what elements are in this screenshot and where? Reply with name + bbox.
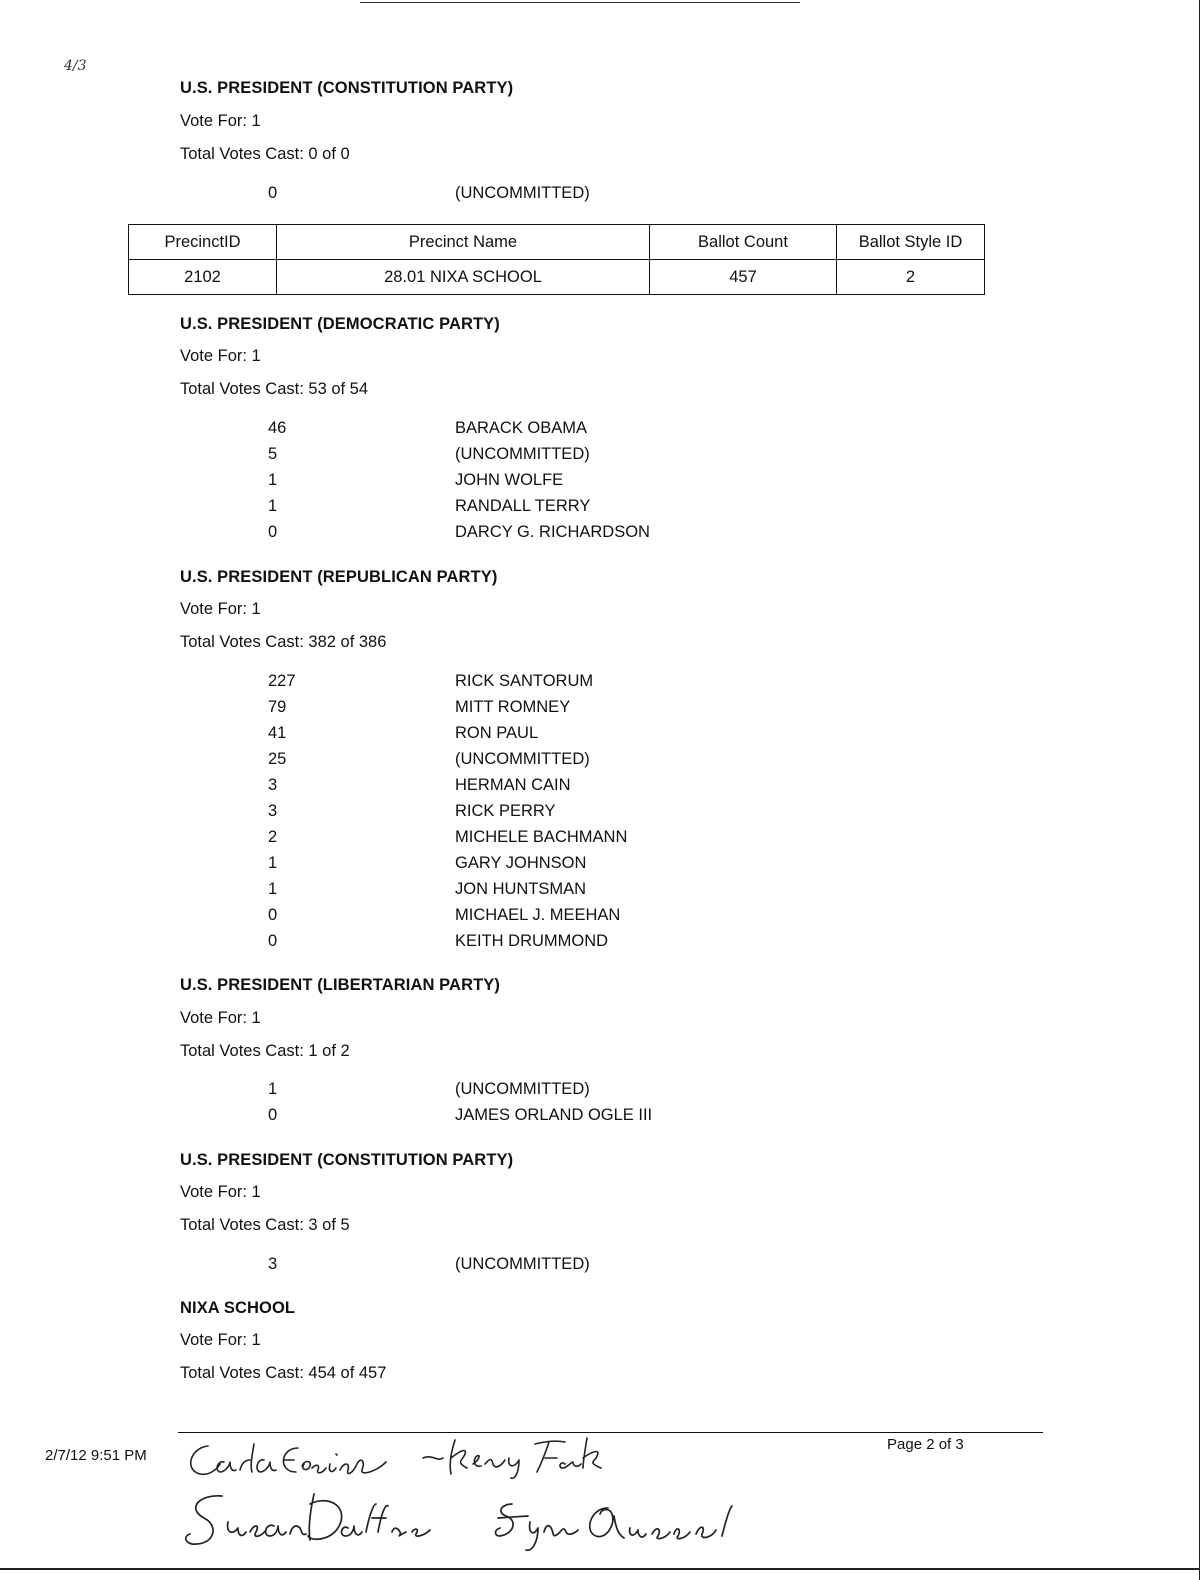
candidate-name: MICHAEL J. MEEHAN bbox=[455, 906, 621, 924]
candidate-name: (UNCOMMITTED) bbox=[455, 445, 590, 463]
candidate-name: (UNCOMMITTED) bbox=[455, 1080, 590, 1098]
candidate-name: RICK SANTORUM bbox=[455, 672, 594, 690]
candidate-name: MITT ROMNEY bbox=[455, 698, 571, 716]
handwritten-margin-mark: 4/3 bbox=[64, 58, 87, 74]
header-precinct-name: Precinct Name bbox=[277, 225, 650, 260]
total-votes: Total Votes Cast: 0 of 0 bbox=[180, 145, 350, 163]
candidate-name: (UNCOMMITTED) bbox=[455, 750, 590, 768]
header-precinct-id: PrecinctID bbox=[129, 225, 277, 260]
candidate-name: DARCY G. RICHARDSON bbox=[455, 523, 650, 541]
candidate-name: BARACK OBAMA bbox=[455, 419, 588, 437]
candidate-votes: 0 bbox=[268, 1106, 278, 1124]
vote-for: Vote For: 1 bbox=[180, 1009, 261, 1027]
candidate-name: MICHELE BACHMANN bbox=[455, 828, 628, 846]
contest-title: U.S. PRESIDENT (DEMOCRATIC PARTY) bbox=[180, 315, 500, 333]
header-ballot-count: Ballot Count bbox=[650, 225, 837, 260]
candidate-name: RICK PERRY bbox=[455, 802, 556, 820]
candidate-votes: 41 bbox=[268, 724, 287, 742]
candidate-votes: 1 bbox=[268, 1080, 278, 1098]
scan-edge-top bbox=[360, 2, 800, 7]
total-votes: Total Votes Cast: 1 of 2 bbox=[180, 1042, 350, 1060]
total-votes: Total Votes Cast: 454 of 457 bbox=[180, 1364, 387, 1382]
vote-for: Vote For: 1 bbox=[180, 347, 261, 365]
vote-for: Vote For: 1 bbox=[180, 600, 261, 618]
contest-title: U.S. PRESIDENT (LIBERTARIAN PARTY) bbox=[180, 976, 500, 994]
contest-title: U.S. PRESIDENT (CONSTITUTION PARTY) bbox=[180, 1151, 514, 1169]
precinct-table bbox=[128, 224, 985, 295]
candidate-name: KEITH DRUMMOND bbox=[455, 932, 609, 950]
candidate-votes: 3 bbox=[268, 802, 278, 820]
candidate-votes: 25 bbox=[268, 750, 287, 768]
candidate-name: JAMES ORLAND OGLE III bbox=[455, 1106, 653, 1124]
candidate-votes: 0 bbox=[268, 906, 278, 924]
candidate-name: JON HUNTSMAN bbox=[455, 880, 587, 898]
ballot-count: 457 bbox=[650, 260, 837, 295]
candidate-votes: 2 bbox=[268, 828, 278, 846]
scan-edge-bottom bbox=[0, 1568, 1200, 1570]
total-votes: Total Votes Cast: 53 of 54 bbox=[180, 380, 369, 398]
contest-title: U.S. PRESIDENT (CONSTITUTION PARTY) bbox=[180, 79, 514, 97]
candidate-votes: 0 bbox=[268, 184, 278, 202]
precinct-id: 2102 bbox=[129, 260, 277, 295]
candidate-votes: 3 bbox=[268, 776, 278, 794]
candidate-votes: 5 bbox=[268, 445, 278, 463]
candidate-votes: 1 bbox=[268, 471, 278, 489]
precinct-name: 28.01 NIXA SCHOOL bbox=[277, 260, 650, 295]
candidate-votes: 1 bbox=[268, 880, 278, 898]
total-votes: Total Votes Cast: 3 of 5 bbox=[180, 1216, 350, 1234]
signature-carla-essick bbox=[180, 1436, 420, 1488]
header-ballot-style: Ballot Style ID bbox=[837, 225, 985, 260]
ballot-style-id: 2 bbox=[837, 260, 985, 295]
vote-for: Vote For: 1 bbox=[180, 1183, 261, 1201]
candidate-votes: 46 bbox=[268, 419, 287, 437]
candidate-votes: 1 bbox=[268, 854, 278, 872]
candidate-name: (UNCOMMITTED) bbox=[455, 184, 590, 202]
candidate-votes: 79 bbox=[268, 698, 287, 716]
contest-title: NIXA SCHOOL bbox=[180, 1299, 296, 1317]
contest-title: U.S. PRESIDENT (REPUBLICAN PARTY) bbox=[180, 568, 498, 586]
page-number: Page 2 of 3 bbox=[887, 1436, 964, 1453]
candidate-name: GARY JOHNSON bbox=[455, 854, 587, 872]
precinct-data-row bbox=[129, 260, 985, 295]
candidate-votes: 3 bbox=[268, 1255, 278, 1273]
signature-kelsey-fark bbox=[415, 1434, 615, 1482]
report-datetime: 2/7/12 9:51 PM bbox=[45, 1447, 147, 1464]
candidate-votes: 1 bbox=[268, 497, 278, 515]
signature-lynn-russell bbox=[490, 1494, 750, 1554]
vote-for: Vote For: 1 bbox=[180, 112, 261, 130]
candidate-name: JOHN WOLFE bbox=[455, 471, 564, 489]
candidate-name: HERMAN CAIN bbox=[455, 776, 571, 794]
candidate-votes: 227 bbox=[268, 672, 296, 690]
candidate-name: RANDALL TERRY bbox=[455, 497, 591, 515]
vote-for: Vote For: 1 bbox=[180, 1331, 261, 1349]
candidate-name: (UNCOMMITTED) bbox=[455, 1255, 590, 1273]
candidate-name: RON PAUL bbox=[455, 724, 539, 742]
precinct-header-row bbox=[129, 225, 985, 260]
candidate-votes: 0 bbox=[268, 932, 278, 950]
footer-rule bbox=[178, 1432, 1043, 1433]
signature-susan-bastress bbox=[180, 1488, 480, 1554]
total-votes: Total Votes Cast: 382 of 386 bbox=[180, 633, 387, 651]
candidate-votes: 0 bbox=[268, 523, 278, 541]
